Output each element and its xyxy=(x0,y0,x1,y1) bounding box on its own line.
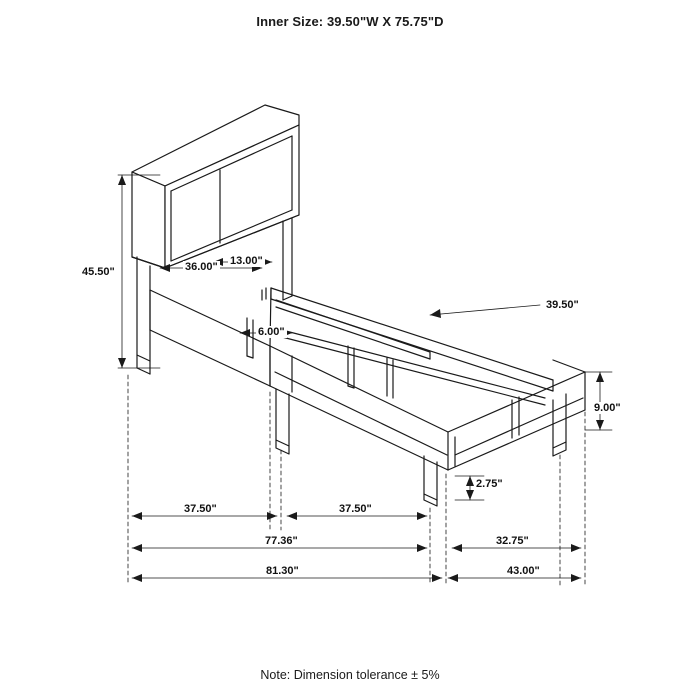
dimension-left-span: 37.50" xyxy=(184,503,217,515)
dimension-deck-height: 9.00" xyxy=(594,402,621,414)
dimension-overall-length: 81.30" xyxy=(266,565,299,577)
dimension-inner-width: 39.50" xyxy=(546,299,579,311)
dimension-headboard-panel-drop: 13.00" xyxy=(230,255,263,267)
dimension-mid-total-length: 77.36" xyxy=(265,535,298,547)
dimension-slat-clearance: 6.00" xyxy=(258,326,285,338)
page-title: Inner Size: 39.50"W X 75.75"D xyxy=(256,14,444,29)
dimension-right-span: 37.50" xyxy=(339,503,372,515)
dimension-headboard-height: 36.00" xyxy=(185,261,218,273)
dimension-leg-height: 2.75" xyxy=(476,478,503,490)
dimension-overall-depth: 43.00" xyxy=(507,565,540,577)
dimension-overall-height: 45.50" xyxy=(82,266,115,278)
dimension-side-depth: 32.75" xyxy=(496,535,529,547)
tolerance-note: Note: Dimension tolerance ± 5% xyxy=(260,668,440,682)
